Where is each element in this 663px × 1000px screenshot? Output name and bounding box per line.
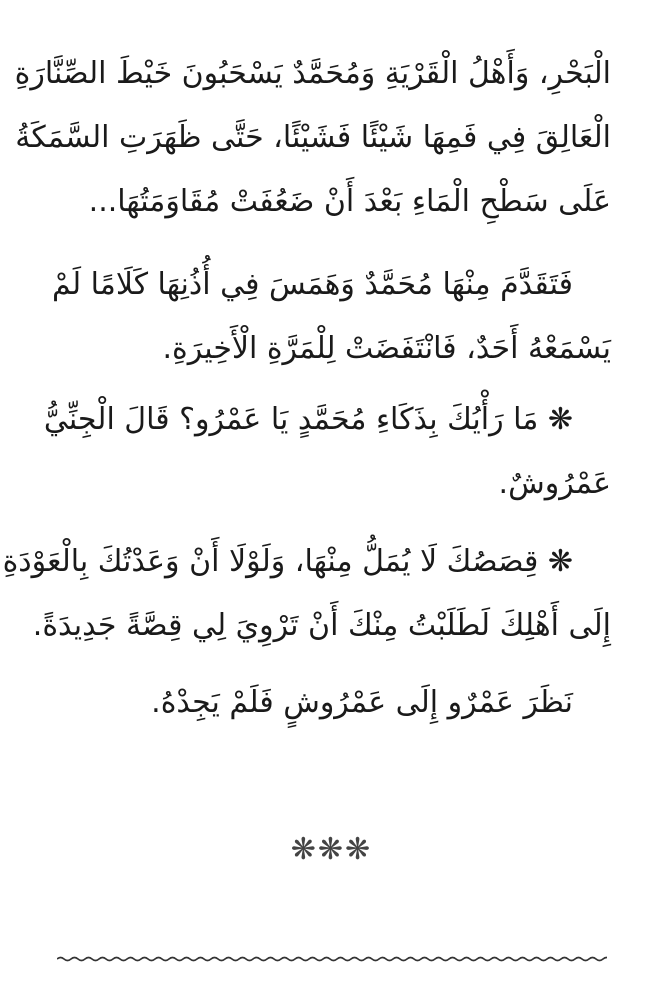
paragraph-dialogue-question (43, 388, 611, 516)
text-line: الْبَحْرِ، وَأَهْلُ الْقَرْيَةِ وَمُحَمَّدٌ يَسْحَبُونَ خَيْطَ الصِّنَّارَةِ (14, 56, 611, 91)
text-line: الْعَالِقَ فِي فَمِهَا شَيْئًا فَشَيْئًا، حَتَّى ظَهَرَتِ السَّمَكَةُ (15, 120, 611, 155)
text-line: فَتَقَدَّمَ مِنْهَا مُحَمَّدٌ وَهَمَسَ فِي أُذُنِهَا كَلَامًا لَمْ (51, 267, 573, 302)
text-line: إِلَى أَهْلِكَ لَطَلَبْتُ مِنْكَ أَنْ تَرْوِيَ لِي قِصَّةً جَدِيدَةً. (32, 608, 611, 643)
text-line: ❋ قِصَصُكَ لَا يُمَلُّ مِنْهَا، وَلَوْلَا أَنْ وَعَدْتُكَ بِالْعَوْدَةِ (2, 544, 573, 579)
wavy-divider-line (57, 952, 607, 966)
text-line: يَسْمَعْهُ أَحَدٌ، فَانْتَفَضَتْ لِلْمَرَّةِ الْأَخِيرَةِ. (162, 331, 611, 366)
section-separator-ornament: ❋❋❋ (290, 832, 373, 867)
text-line: عَمْرُوشٌ. (498, 466, 611, 501)
paragraph-mohammed-whispers (50, 253, 611, 381)
text-line: نَظَرَ عَمْرٌو إِلَى عَمْرُوشٍ فَلَمْ يَجِدْهُ. (151, 685, 573, 720)
paragraph-closing (50, 671, 611, 735)
text-line: عَلَى سَطْحِ الْمَاءِ بَعْدَ أَنْ ضَعُفَتْ مُقَاوَمَتُهَا... (88, 184, 611, 219)
text-line: ❋ مَا رَأْيُكَ بِذَكَاءِ مُحَمَّدٍ يَا عَمْرُو؟ قَالَ الْجِنِّيُّ (43, 402, 573, 437)
paragraph-fish-surfaces (14, 42, 611, 234)
paragraph-dialogue-answer (2, 530, 611, 658)
